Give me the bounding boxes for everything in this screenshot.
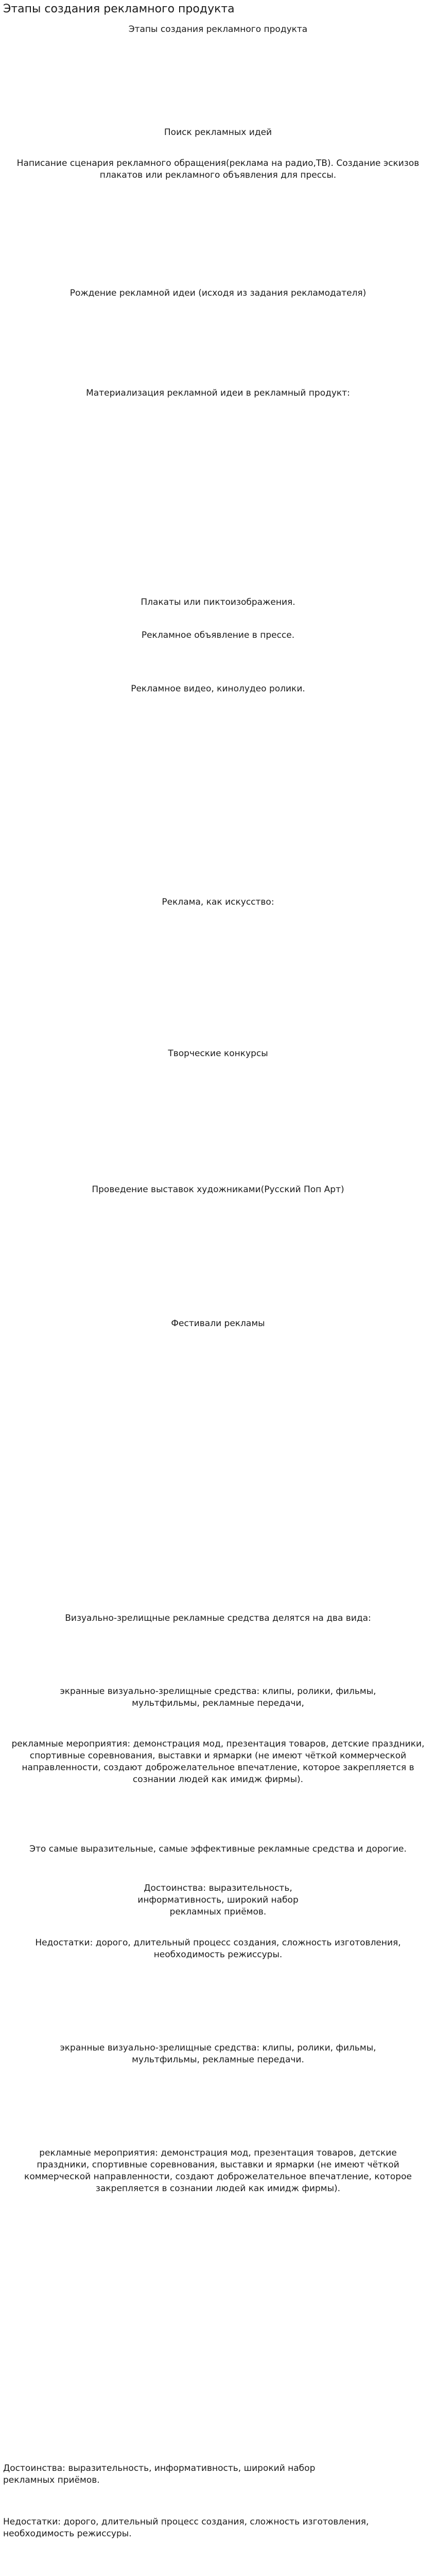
heading-materialization: Материализация рекламной идеи в рекламный продукт: [86,388,350,398]
list-item-festivals: Фестивали рекламы [171,1318,265,1329]
paragraph-disadvantages-2: Недостатки: дорого, длительный процесс создания, сложность изготовления, необходимость режиссуры. [3,2517,369,2539]
list-item-exhibitions: Проведение выставок художниками(Русский Поп Арт) [92,1184,344,1195]
paragraph-advantages-2: Достоинства: выразительность, информативность, широкий набор рекламных приёмов. [3,2463,316,2485]
list-item-video: Рекламное видео, кинолудео ролики. [131,684,305,694]
paragraph-events-2: рекламные мероприятия: демонстрация мод, презентация товаров, детские праздники, спортивные соревнования, выставки и ярмарки (не имеют чёткой коммерческой направленности, создают доброжелательное впечатление, которое закрепляется в сознании людей как имидж фирмы). [24,2148,412,2194]
heading-idea-search: Поиск рекламных идей [164,127,272,138]
list-item-posters: Плакаты или пиктоизображения. [141,597,295,607]
list-item-press-ad: Рекламное объявление в прессе. [141,630,295,640]
paragraph-most-expressive: Это самые выразительные, самые эффективные рекламные средства и дорогие. [29,1844,407,1854]
paragraph-script-writing: Написание сценария рекламного обращения(реклама на радио,ТВ). Создание эскизов плакатов или рекламного объявления для прессы. [16,158,420,180]
paragraph-advantages-1: Достоинства: выразительность, информативность, широкий набор рекламных приёмов. [137,1883,299,1917]
heading-stages: Этапы создания рекламного продукта [128,24,308,35]
heading-visual-means: Визуально-зрелищные рекламные средства делятся на два вида: [65,1613,371,1623]
paragraph-events-1: рекламные мероприятия: демонстрация мод, презентация товаров, детские праздники, спортивные соревнования, выставки и ярмарки (не имеют чёткой коммерческой направленности, создают доброжелательное впечатление, которое закрепляется в сознании людей как имидж фирмы). [11,1739,425,1785]
heading-ad-as-art: Реклама, как искусство: [162,897,274,907]
paragraph-screen-means-1: экранные визуально-зрелищные средства: клипы, ролики, фильмы, мультфильмы, рекламные передачи, [60,1686,376,1708]
page-title: Этапы создания рекламного продукта [3,3,235,15]
heading-idea-birth: Рождение рекламной идеи (исходя из задания рекламодателя) [69,288,367,298]
list-item-contests: Творческие конкурсы [168,1048,268,1059]
paragraph-screen-means-2: экранные визуально-зрелищные средства: клипы, ролики, фильмы, мультфильмы, рекламные передачи. [60,2043,376,2065]
paragraph-disadvantages-1: Недостатки: дорого, длительный процесс создания, сложность изготовления, необходимость режиссуры. [35,1938,401,1960]
